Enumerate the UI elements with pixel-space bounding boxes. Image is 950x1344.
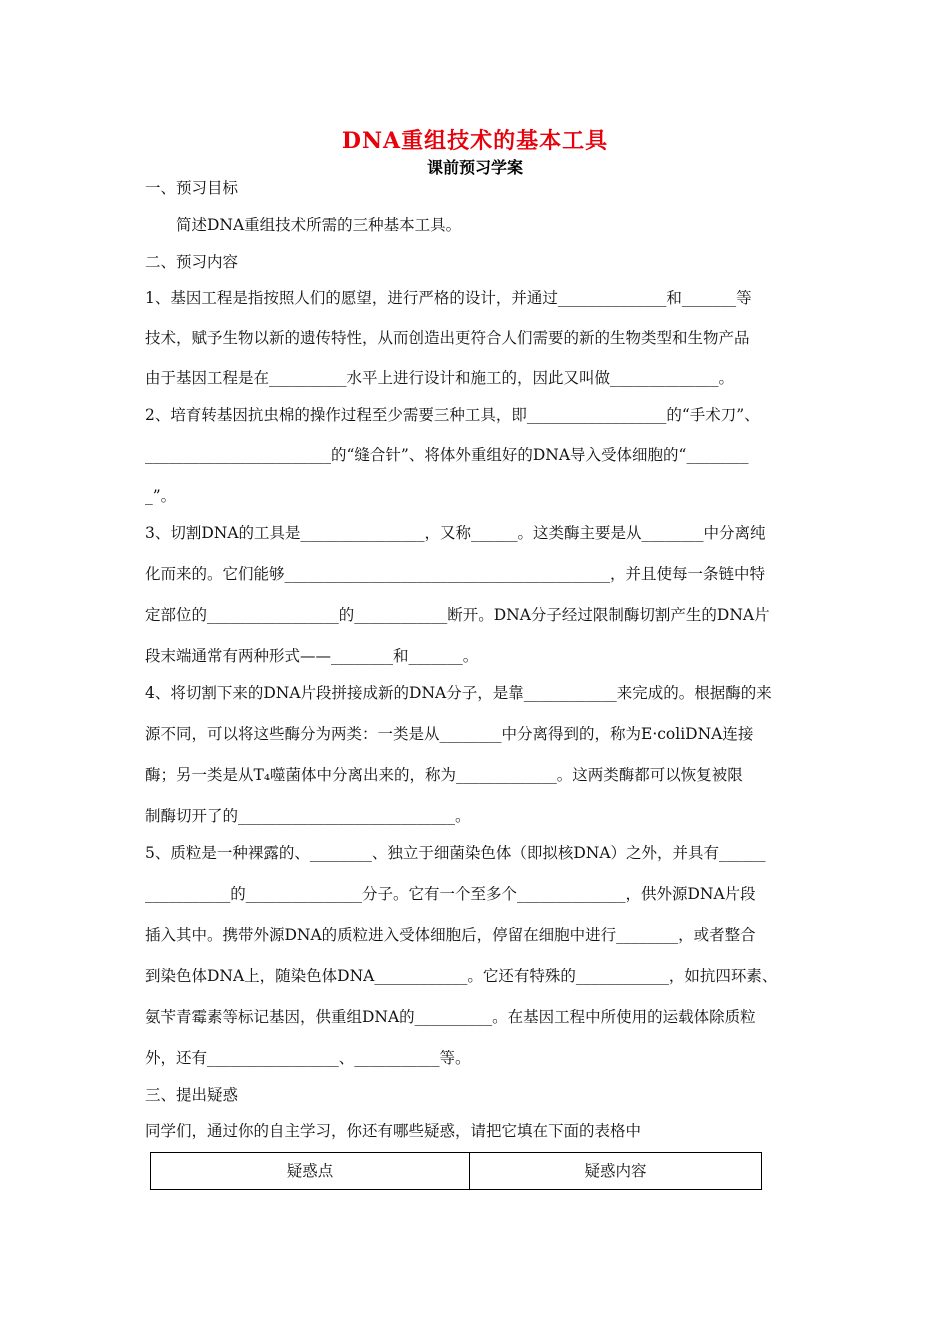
questions-instruction: 同学们，通过你的自主学习，你还有哪些疑惑，请把它填在下面的表格中 xyxy=(145,1122,642,1140)
question-3-line-1: 3、切割DNA的工具是________________，又称______。这类酶主要是从________中分离纯 xyxy=(145,524,766,542)
question-4-line-2: 源不同，可以将这些酶分为两类：一类是从________中分离得到的，称为E·coliDNA连接 xyxy=(145,725,754,743)
question-2-line-1: 2、培育转基因抗虫棉的操作过程至少需要三种工具，即__________________的“手术刀”、 xyxy=(145,406,760,424)
question-5-line-6: 外，还有_________________、___________等。 xyxy=(145,1049,471,1067)
page-subtitle: 课前预习学案 xyxy=(426,158,523,177)
page-title: DNA重组技术的基本工具 xyxy=(341,128,609,154)
goal-text: 简述DNA重组技术所需的三种基本工具。 xyxy=(176,216,462,234)
question-5-line-4: 到染色体DNA上，随染色体DNA____________。它还有特殊的____________，如抗四环素、 xyxy=(145,967,778,985)
question-3-line-2: 化而来的。它们能够__________________________________________，并且使每一条链中特 xyxy=(145,565,766,583)
table-header-point: 疑惑点 xyxy=(151,1153,470,1190)
question-4-line-4: 制酶切开了的____________________________。 xyxy=(145,807,471,825)
question-5-line-3: 插入其中。携带外源DNA的质粒进入受体细胞后，停留在细胞中进行________，或者整合 xyxy=(145,926,756,944)
question-1-line-3: 由于基因工程是在__________水平上进行设计和施工的，因此又叫做______________。 xyxy=(145,369,735,387)
question-5-line-2: ___________的_______________分子。它有一个至多个______________，供外源DNA片段 xyxy=(145,885,756,903)
question-1-line-1: 1、基因工程是指按照人们的愿望，进行严格的设计，并通过______________和_______等 xyxy=(145,289,752,307)
question-3-line-3: 定部位的_________________的____________断开。DNA分子经过限制酶切割产生的DNA片 xyxy=(145,606,770,624)
section-heading-content: 二、预习内容 xyxy=(145,253,239,271)
section-heading-goals: 一、预习目标 xyxy=(145,179,239,197)
question-4-line-3: 酶；另一类是从T₄噬菌体中分离出来的，称为_____________。这两类酶都可以恢复被限 xyxy=(145,766,743,784)
question-2-line-3: _”。 xyxy=(145,487,177,505)
question-4-line-1: 4、将切割下来的DNA片段拼接成新的DNA分子，是靠____________来完成的。根据酶的来 xyxy=(145,684,772,702)
question-1-line-2: 技术，赋予生物以新的遗传特性，从而创造出更符合人们需要的新的生物类型和生物产品 xyxy=(145,329,750,347)
question-2-line-2: ________________________的“缝合针”、将体外重组好的DNA导入受体细胞的“________ xyxy=(145,446,749,464)
question-5-line-5: 氨苄青霉素等标记基因，供重组DNA的__________。在基因工程中所使用的运载体除质粒 xyxy=(145,1008,756,1026)
question-5-line-1: 5、质粒是一种裸露的、________、独立于细菌染色体（即拟核DNA）之外，并具有______ xyxy=(145,844,766,862)
questions-table xyxy=(150,1152,762,1190)
table-header-row xyxy=(151,1153,762,1190)
section-heading-questions: 三、提出疑惑 xyxy=(145,1086,239,1104)
question-3-line-4: 段末端通常有两种形式——________和_______。 xyxy=(145,647,479,665)
table-header-content: 疑惑内容 xyxy=(470,1153,762,1190)
